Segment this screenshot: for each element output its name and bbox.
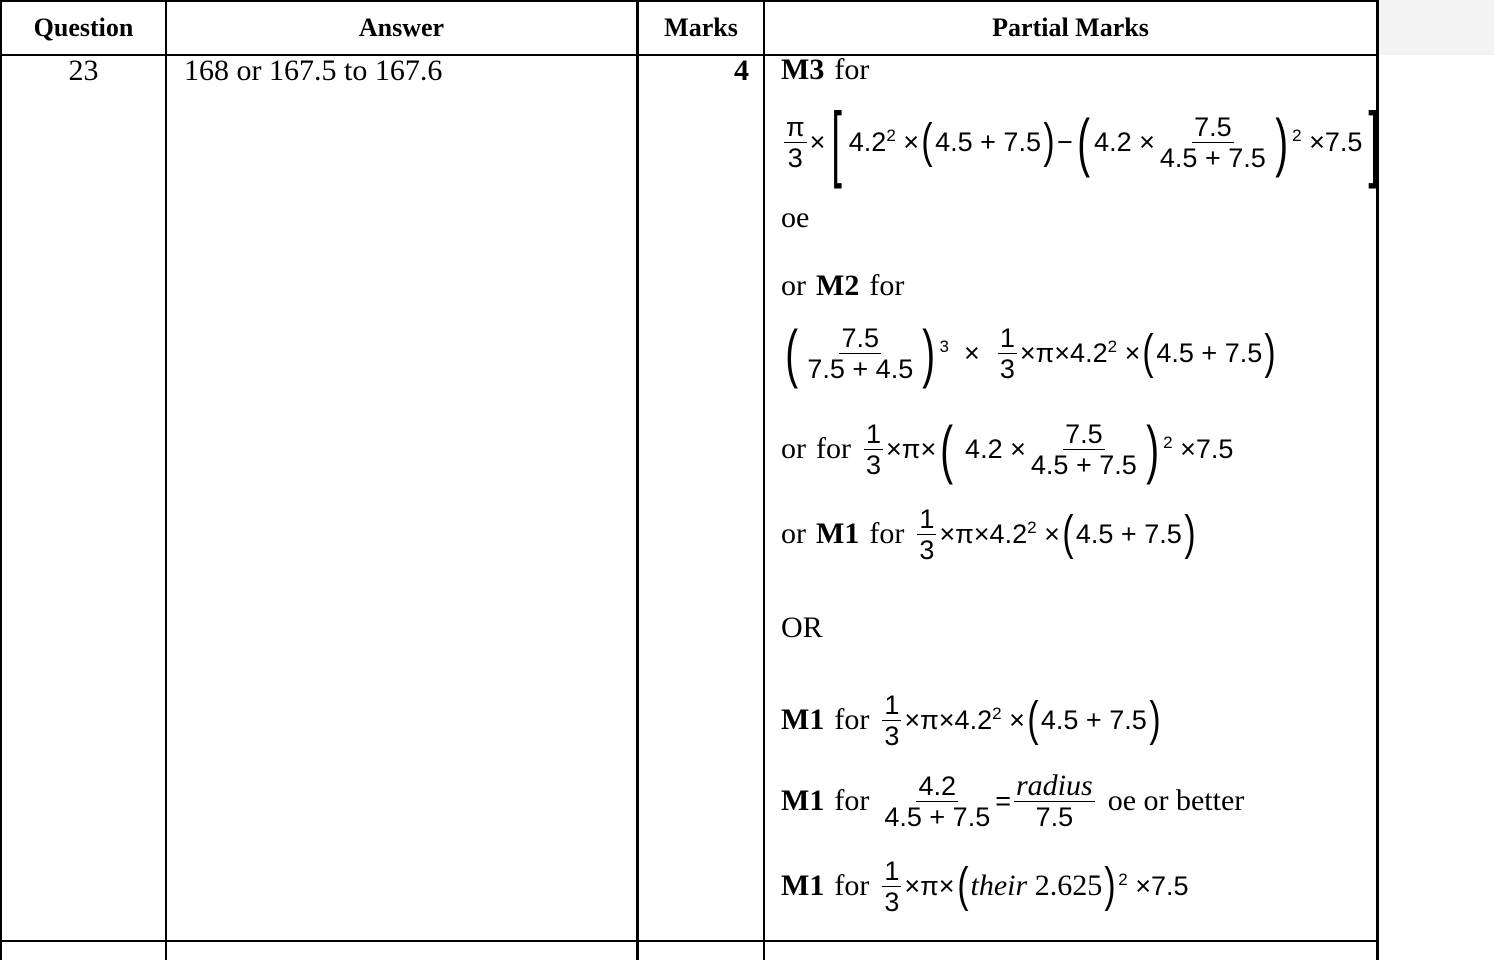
m1-radius-ratio: M1 for $\frac{4.2}{4.5 + 7.5}$ = $\frac{\text{radius}}{7.5}$ oe or better	[781, 768, 1245, 832]
question-number: 23	[68, 54, 99, 87]
header-partial-marks: Partial Marks	[992, 12, 1149, 42]
col-border-marks	[763, 0, 765, 960]
or-m1-expression: or M1 for $\frac{1}{3}$ × π × 4.2 $^2$ × ( 4.5 + 7.5 )	[781, 503, 1196, 565]
m2-label: or M2 for	[781, 269, 905, 302]
header-marks: Marks	[664, 12, 738, 42]
or-for-expression: or for $\frac{1}{3}$ × π × ( 4.2 × $\frac{7.5}{4.5 + 7.5}$ ) $^2$ × 7.5	[781, 413, 1234, 485]
m2-expression: ( $\frac{7.5}{7.5 + 4.5}$ ) $^3$ × $\frac{1}{3}$ × π × 4.2 $^2$ × ( 4.5 + 7.5 )	[785, 317, 1276, 389]
oe-label: oe	[781, 201, 810, 234]
m1-cone-volume: M1 for $\frac{1}{3}$ × π × 4.2 $^2$ × ( 4.5 + 7.5 )	[781, 689, 1161, 751]
col-border-question	[165, 0, 167, 960]
marks-value: 4	[734, 54, 749, 87]
or-separator: OR	[781, 611, 823, 644]
header-strip	[1378, 0, 1494, 55]
header-question: Question	[33, 12, 134, 42]
m1-small-cone: M1 for $\frac{1}{3}$ × π × ( their 2.625 ) $^2$ × 7.5	[781, 855, 1189, 917]
answer-value: 168 or 167.5 to 167.6	[184, 54, 443, 87]
m3-label: M3 for	[781, 53, 870, 86]
col-border-left	[0, 0, 2, 960]
col-border-answer	[636, 0, 639, 960]
row-bottom-border	[0, 940, 1378, 942]
header-answer: Answer	[358, 12, 445, 42]
m3-expression: $\frac{\pi}{3}$ × [ 4.2 $^2$ × ( 4.5 + 7.5 ) − ( 4.2 × $\frac{7.5}{4.5 + 7.5}$ ) $^2$ × 7.5 ]	[786, 95, 1380, 189]
